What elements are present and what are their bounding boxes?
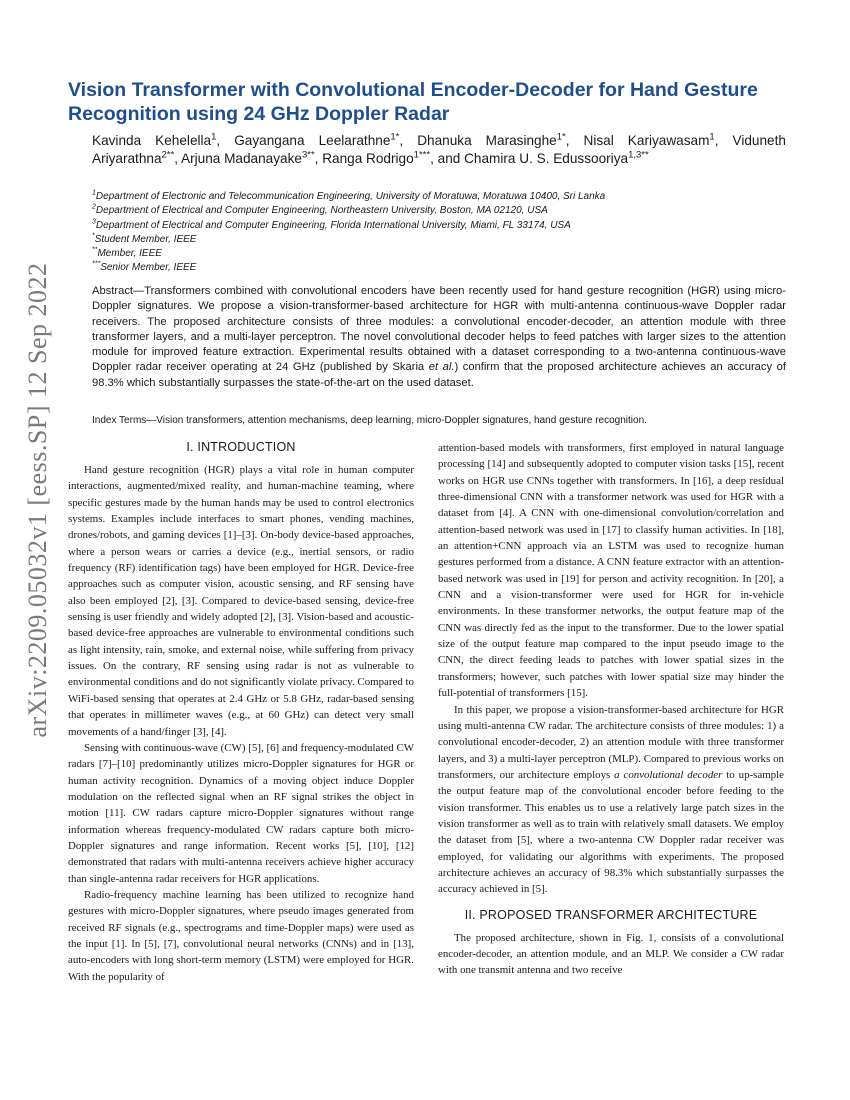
author: Chamira U. S. Edussooriya	[464, 151, 629, 166]
affiliations	[92, 190, 786, 276]
affiliation-mark: **	[92, 246, 98, 254]
body-paragraph: attention-based models with transformers, first employed in natural language processing [14] and subsequently adopted to computer vision tasks [15], recent works on HGR use CNNs together with transformers. In [16], a deep residual three-dimensional CNN with a transformer network was used for HGR with a dataset from [4]. A CNN with one-dimensional convolution/correlation and attention-based network was used in [17] to classify human activities. In [18], an attention+CNN approach via an LSTM was used to recognize human gestures performed from a distance. A CNN feature extractor with an attention-based network was used in [19] for person and activity recognition. In [20], a CNN and a vision-transformer were used for HGR for in-vehicle environments. In these transformer networks, the output feature map of the CNN was directly fed as the input to the transformer. Due to the lower spatial size of the output feature map compared to the input pseudo image to the CNN, the direct feeding leads to patches with lower spatial sizes in the transformers; however, such patches with lower spatial size may hinder the full-potential of transformers [15].	[438, 442, 784, 700]
body-paragraph: Sensing with continuous-wave (CW) [5], [6] and frequency-modulated CW radars [7]–[10] predominantly utilizes micro-Doppler signatures for HGR or human activity recognition. Dynamics of a moving object induce Doppler modulation on the reflected signal when an RF signal strikes the object in motion [11]. CW radars capture micro-Doppler signatures without range information whereas frequency-modulated CW radars capture both micro-Doppler signatures and range information. Recent works [5], [10], [12] demonstrated that radars with multi-antenna receivers achieve higher accuracy than single-antenna radar receivers for HGR applications.	[68, 741, 414, 885]
affiliation-mark: 2	[92, 203, 96, 211]
arxiv-stamp-text: arXiv:2209.05032v1 [eess.SP] 12 Sep 2022	[23, 262, 52, 738]
author: Gayangana Leelarathne	[234, 133, 391, 148]
affiliation	[92, 219, 786, 233]
emphasis-convolutional-decoder: a convolutional decoder	[614, 768, 723, 781]
affiliation-mark: 1	[92, 189, 96, 197]
body-paragraph: The proposed architecture, shown in Fig. 1, consists of a convolutional encoder-decoder, an attention module, and an MLP. We consider a CW radar with one transmit antenna and two receive	[438, 931, 784, 977]
paragraph-text-end: to up-sample the output feature map of the convolutional encoder before feeding to the vision transformer. This enables us to use a relatively large patch sizes in the vision transformer as well as to train with relatively small datasets. We employ the dataset from [5], where a two-antenna CW Doppler radar receiver was employed, for validating our algorithms with experiments. The proposed architecture achieves an accuracy of 98.3% which substantially surpasses the accuracy achieved in [5].	[438, 768, 784, 896]
affiliation	[92, 261, 786, 275]
author: Arjuna Madanayake	[181, 151, 302, 166]
abstract-text-end: ) confirm that the proposed architecture achieves an accuracy of 98.3% which substantially surpasses the state-of-the-art on the used dataset.	[92, 361, 786, 389]
author-affil-mark: 2**	[161, 149, 175, 161]
right-column	[438, 440, 784, 979]
paper-title: Vision Transformer with Convolutional Encoder-Decoder for Hand Gesture Recognition using 24 GHz Doppler Radar	[68, 79, 758, 125]
body-paragraph	[438, 702, 784, 898]
affiliation-mark: 3	[92, 218, 96, 226]
affiliation-text: Department of Electronic and Telecommunication Engineering, University of Moratuwa, Moratuwa 10400, Sri Lanka	[95, 191, 606, 202]
abstract-text: Abstract—Transformers combined with convolutional encoders have been recently used for hand gesture recognition (HGR) using micro-Doppler signatures. We propose a vision-transformer-based architecture for HGR with multi-antenna continuous-wave Doppler radar receivers. The proposed architecture consists of three modules: a convolutional encoder-decoder, an attention module with three transformer layers, and a multi-layer perceptron. The novel convolutional decoder helps to feed patches with larger sizes to the attention module for improved feature extraction. Experimental results obtained with a dataset corresponding to a two-antenna continuous-wave Doppler radar receiver operating at 24 GHz (published by Skaria	[92, 285, 786, 374]
abstract-et-al: et al.	[428, 361, 455, 374]
affiliation-text: Senior Member, IEEE	[100, 262, 197, 274]
affiliation-text: Department of Electrical and Computer Engineering, Florida International University, Miami, FL 33174, USA	[95, 219, 571, 231]
author-list: Kavinda Kehelella$^1$, Gayangana Leelarathne$^{1*}$, Dhanuka Marasinghe$^{1*}$, Nisal Kariyawasam$^1$, Viduneth Ariyarathna$^{2**}$, Arjuna Madanayake$^{3**}$, Ranga Rodrigo$^{1***}$, and Chamira U. S. Edussooriya$^{1,3**}$	[92, 131, 786, 166]
section-heading-proposed-architecture: II. PROPOSED TRANSFORMER ARCHITECTURE	[464, 907, 758, 922]
author-affil-mark: 1	[709, 131, 715, 143]
author: Kavinda Kehelella	[92, 133, 212, 148]
affiliation-mark: ***	[92, 261, 101, 269]
arxiv-stamp	[8, 262, 68, 738]
author-affil-mark: 1*	[556, 131, 566, 143]
affiliation-text: Department of Electrical and Computer Engineering, Northeastern University, Boston, MA 02120, USA	[95, 205, 548, 217]
paragraph-text: In this paper, we propose a vision-transformer-based architecture for HGR using multi-antenna CW radar. The architecture consists of three modules: 1) a convolutional encoder-decoder, 2) an attention module with three transformer layers, and 3) a multi-layer perceptron (MLP). Compared to previous works on transformers, our architecture employs	[438, 703, 784, 781]
author-affil-mark: 3**	[301, 149, 315, 161]
author-joiner: and	[437, 151, 461, 166]
author-affil-mark: 1	[211, 131, 217, 143]
body-paragraph: Hand gesture recognition (HGR) plays a vital role in human computer interactions, augmented/mixed reality, and human-machine teaming, where specific gestures made by the human hands may be used to control electronics systems. Examples include interfaces to smart phones, vending machines, drones/robots, and gaming devices [1]–[3]. On-body device-based approaches, where a person wears or carries a device (e.g., inertial sensors, or radio frequency (RF) identification tags) have been employed for HGR. Device-free approaches such as computer vision, acoustic sensing, and RF sensing have also been employed [2], [3]. Compared to device-based sensing, device-free sensing is user friendly and widely adopted [2], [3]. Vision-based and acoustic-based device-free approaches are vulnerable to environmental conditions such as light intensity, rain, smoke, and external noise, while suffering from privacy issues. On the contrary, RF sensing using radar is not as vulnerable to environmental conditions and do not significantly violate privacy. Compared to WiFi-based sensing that operates at 2.4 GHz or 5.8 GHz, radar-based sensing that operates in millimeter waves (e.g., at 60 GHz) can detect very small movements of a hand/finger [3], [4].	[68, 464, 414, 738]
affiliation	[92, 204, 786, 218]
left-column	[68, 440, 414, 985]
author: Viduneth Ariyarathna	[92, 133, 786, 166]
index-terms: Index Terms—Vision transformers, attention mechanisms, deep learning, micro-Doppler signatures, hand gesture recognition.	[92, 415, 647, 426]
author: Nisal Kariyawasam	[583, 133, 710, 148]
section-heading-introduction: I. INTRODUCTION	[186, 440, 296, 454]
affiliation	[92, 190, 786, 204]
author: Dhanuka Marasinghe	[417, 133, 557, 148]
author-affil-mark: 1*	[390, 131, 400, 143]
affiliation-text: Member, IEEE	[97, 248, 162, 260]
author-affil-mark: 1***	[413, 149, 431, 161]
affiliation	[92, 247, 786, 261]
affiliation-mark: *	[92, 232, 95, 240]
body-paragraph: Radio-frequency machine learning has been utilized to recognize hand gestures with micro-Doppler signatures, where pseudo images generated from received RF signals (e.g., spectrograms and time-Doppler maps) were used as the input [1]. In [5], [7], convolutional neural networks (CNNs) and in [13], auto-encoders with long short-term memory (LSTM) were employed for HGR. With the popularity of	[68, 888, 414, 983]
affiliation-text: Student Member, IEEE	[94, 233, 197, 245]
abstract	[92, 284, 786, 391]
author-affil-mark: 1,3**	[628, 149, 649, 161]
affiliation	[92, 233, 786, 247]
author: Ranga Rodrigo	[322, 151, 414, 166]
